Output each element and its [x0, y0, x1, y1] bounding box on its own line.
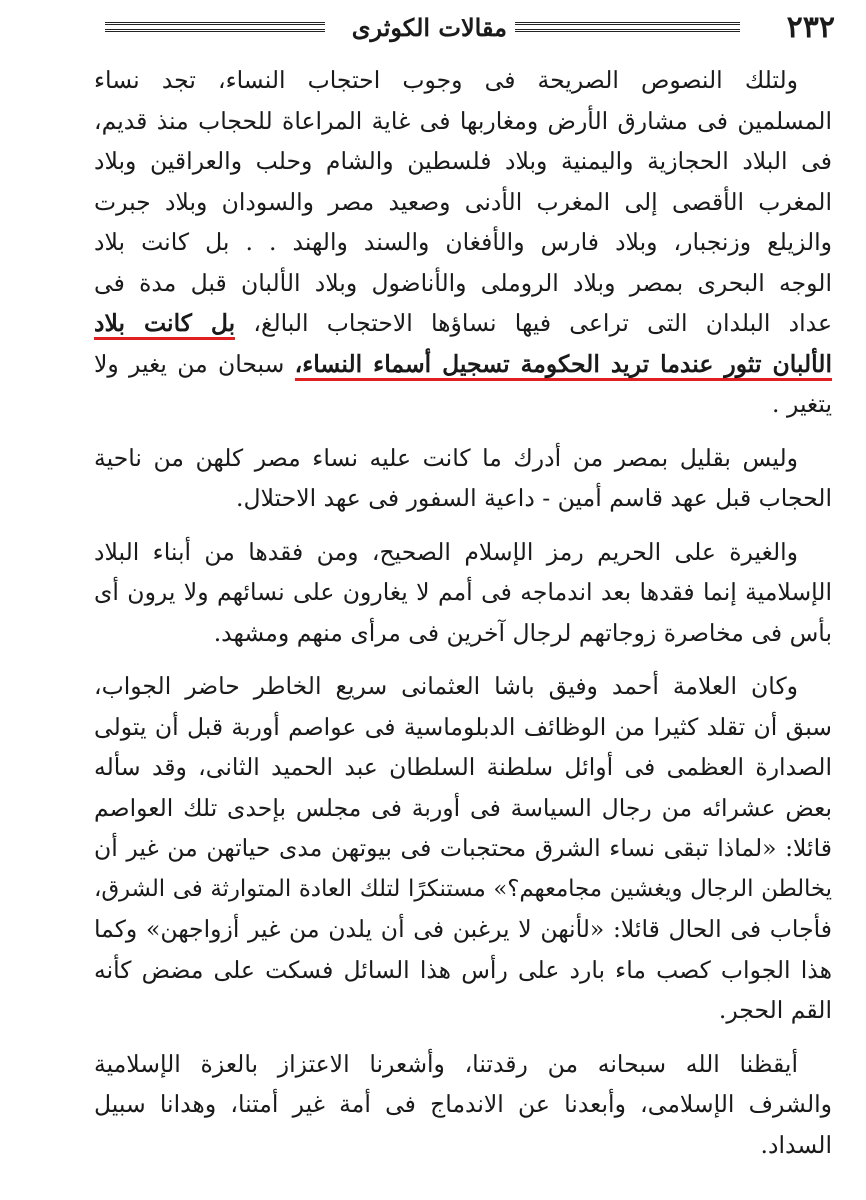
highlighted-text: بل كانت بلاد	[94, 309, 235, 340]
text-line: بأس فى مخاصرة زوجاتهم لرجال آخرين فى مرأى منهم ومشهد.	[213, 618, 832, 647]
text-line: القم الحجر.	[718, 996, 832, 1024]
text-line: فأجاب فى الحال قائلا: «لأنهن لا يرغبن فى أن يلدن من غير أزواجهن» وكما	[94, 915, 832, 943]
text-line: المسلمين فى مشارق الأرض ومغاربها فى غاية المراعاة للحجاب منذ قديم،	[94, 106, 832, 135]
text-line: والشرف الإسلامى، وأبعدنا عن الاندماج فى أمة غير أمتنا، وهدانا سبيل	[94, 1090, 832, 1118]
header-rule	[515, 22, 740, 32]
paragraph	[94, 438, 832, 519]
text-line: بعض عشرائه من رجال السياسة فى أوربة فى مجلس بإحدى تلك العواصم	[94, 793, 832, 822]
text-line: والغيرة على الحريم رمز الإسلام الصحيح، ومن فقدها من أبناء البلاد	[94, 537, 798, 566]
paragraph	[94, 532, 832, 654]
highlighted-text: الألبان تثور عندما تريد الحكومة تسجيل أسماء النساء،	[295, 350, 832, 381]
text-segment: سبحان من يغير ولا	[94, 349, 285, 378]
text-line: سبق أن تقلد كثيرا من الوظائف الدبلوماسية فى عواصم أوربة قبل أن يتولى	[94, 712, 832, 741]
text-line: وكان العلامة أحمد وفيق باشا العثمانى سريع الخاطر حاضر الجواب،	[94, 672, 798, 700]
text-line: السداد.	[760, 1130, 832, 1159]
text-line: يتغير .	[772, 390, 832, 418]
paragraph	[94, 60, 832, 425]
page-body	[94, 60, 832, 1165]
text-line: ولتلك النصوص الصريحة فى وجوب احتجاب النساء، تجد نساء	[94, 66, 798, 94]
text-line: والزيلع وزنجبار، وبلاد فارس والأفغان والسند والهند . . بل كانت بلاد	[94, 228, 832, 256]
text-line: الحجاب قبل عهد قاسم أمين - داعية السفور فى عهد الاحتلال.	[236, 484, 832, 512]
header-rule	[105, 22, 325, 32]
text-segment: عداد البلدان التى تراعى فيها نساؤها الاحتجاب البالغ،	[253, 309, 832, 337]
text-line: وليس بقليل بمصر من أدرك ما كانت عليه نساء مصر كلهن من ناحية	[94, 443, 798, 472]
text-line	[94, 344, 832, 385]
page-number: ٢٣٢	[786, 10, 835, 45]
text-line: الإسلامية إنما فقدها بعد اندماجه فى أمم لا يغارون على نسائهم ولا يرون أى	[94, 578, 832, 606]
text-line: المغرب الأقصى إلى المغرب الأدنى وصعيد مصر والسودان وبلاد جبرت	[94, 187, 832, 216]
text-line: فى البلاد الحجازية واليمنية وبلاد فلسطين والشام وحلب والعراقين وبلاد	[94, 147, 832, 175]
book-title: مقالات الكوثرى	[351, 13, 507, 42]
paragraph	[94, 666, 832, 1031]
paragraph	[94, 1044, 832, 1166]
text-line: الصدارة العظمى فى أوائل سلطنة السلطان عبد الحميد الثانى، وقد سأله	[94, 753, 832, 781]
text-line: أيقظنا الله سبحانه من رقدتنا، وأشعرنا الاعتزاز بالعزة الإسلامية	[94, 1049, 798, 1078]
text-line: هذا الجواب كصب ماء بارد على رأس هذا السائل فسكت على مضض كأنه	[94, 955, 832, 984]
text-line: الوجه البحرى بمصر وبلاد الروملى والأناضول وبلاد الألبان قبل مدة فى	[94, 268, 832, 297]
text-line	[94, 303, 832, 344]
text-line: يخالطن الرجال ويغشين مجامعهم؟» مستنكرًا لتلك العادة المتوارثة فى الشرق،	[94, 875, 832, 902]
text-line: قائلا: «لماذا تبقى نساء الشرق محتجبات فى بيوتهن مدى حياتهن من غير أن	[94, 834, 832, 862]
page-header	[90, 8, 835, 48]
